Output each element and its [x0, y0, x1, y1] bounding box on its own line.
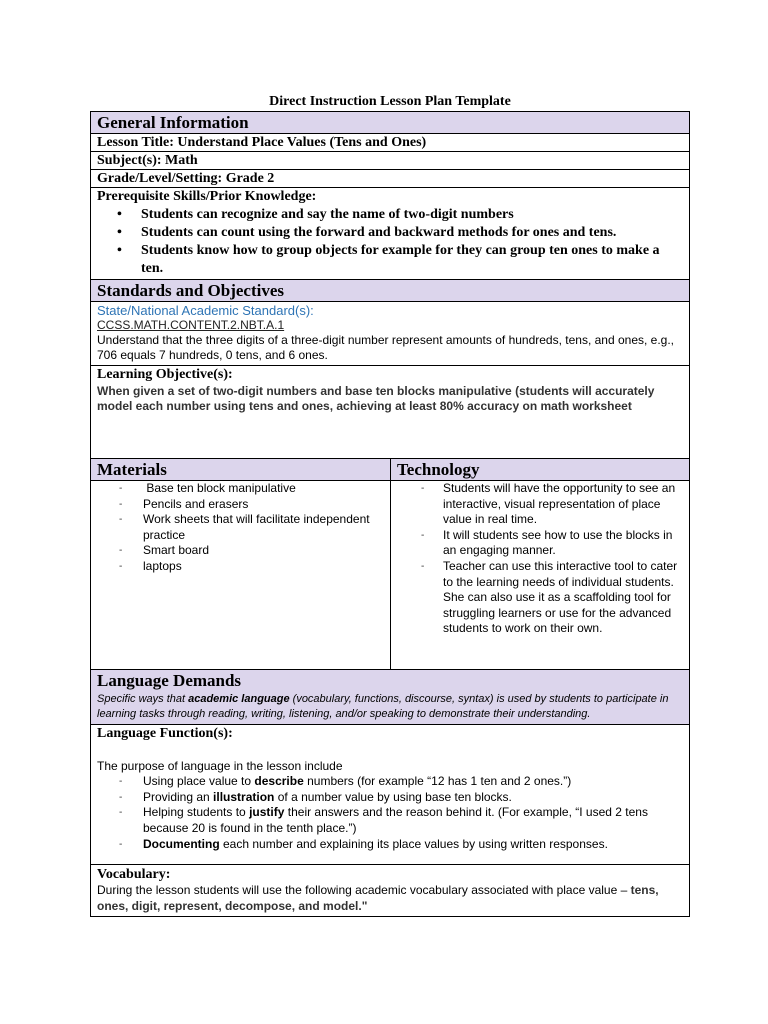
learning-objective-text: When given a set of two-digit numbers and base ten blocks manipulative (students will accurately model each number using tens and ones, achieving at least 80% accuracy on math worksheet	[97, 384, 655, 413]
list-item	[119, 481, 390, 497]
list-item	[421, 558, 685, 637]
dash-icon: -	[119, 838, 123, 850]
vocabulary-terms: tens, ones, digit, represent, decompose, and model."	[97, 883, 659, 913]
description-text: Specific ways that	[97, 693, 189, 705]
list-item	[117, 206, 683, 224]
list-item	[119, 512, 390, 543]
prerequisite-section	[91, 188, 689, 280]
standard-label: State/National Academic Standard(s):	[97, 303, 314, 318]
list-item	[421, 527, 685, 559]
list-item-text: It will students see how to use the blocks in an engaging manner.	[443, 527, 673, 558]
materials-list	[91, 481, 390, 575]
language-demands-description	[97, 692, 683, 722]
subjects-row: Subject(s): Math	[91, 152, 689, 170]
dash-icon: -	[421, 483, 425, 494]
dash-icon: -	[119, 498, 123, 510]
language-purpose-text: The purpose of language in the lesson include	[97, 758, 343, 773]
list-item	[117, 224, 683, 242]
bullet-icon: •	[117, 225, 122, 240]
materials-header: Materials	[91, 459, 390, 481]
standards-header: Standards and Objectives	[91, 280, 689, 302]
bullet-icon: •	[117, 207, 122, 222]
vocabulary-label: Vocabulary:	[97, 867, 171, 882]
vocabulary-body: During the lesson students will use the following academic vocabulary associated with place value –	[97, 883, 631, 897]
list-item	[119, 543, 390, 559]
bullet-icon: •	[117, 243, 122, 258]
dash-icon: -	[119, 560, 123, 572]
list-item	[421, 481, 685, 528]
dash-icon: -	[421, 529, 425, 541]
list-item	[119, 805, 683, 836]
dash-icon: -	[119, 807, 123, 819]
technology-column	[391, 459, 689, 669]
language-demands-header: Language Demands	[97, 671, 242, 690]
grade-row: Grade/Level/Setting: Grade 2	[91, 170, 689, 188]
list-item-text: Students will have the opportunity to see an interactive, visual representation of place value in real time.	[443, 481, 676, 527]
standard-text: Understand that the three digits of a three-digit number represent amounts of hundreds, tens, and ones, e.g., 706 equals 7 hundreds, 0 tens, and 6 ones.	[97, 333, 675, 362]
list-item-text: Pencils and erasers	[143, 496, 249, 511]
list-item-text: each number and explaining its place values by using written responses.	[219, 836, 608, 851]
document-title: Direct Instruction Lesson Plan Template	[269, 94, 511, 109]
materials-column	[91, 459, 391, 669]
description-text: (vocabulary, functions, discourse, syntax) is used by students to participate in learning tasks through reading, writing, listening, and/or speaking to demonstrate their understanding.	[97, 693, 669, 720]
list-item-bold-text: describe	[254, 774, 304, 789]
language-function-label: Language Function(s):	[97, 726, 233, 741]
list-item-text: Students know how to group objects for example for they can group ten ones to make a ten.	[141, 243, 660, 276]
list-item-text: their answers and the reason behind it. (For example, “I used 2 tens because 20 is found in the tenth place.”)	[143, 805, 648, 835]
list-item-text: of a number value by using base ten blocks.	[274, 789, 512, 804]
materials-technology-row	[91, 459, 689, 670]
language-function-list	[97, 774, 683, 852]
list-item-text: numbers (for example “12 has 1 ten and 2 ones.”)	[303, 774, 572, 789]
prerequisite-list	[97, 206, 683, 278]
list-item-text: Base ten block manipulative	[143, 481, 296, 495]
list-item-bold-text: justify	[249, 805, 285, 820]
technology-header: Technology	[391, 459, 689, 481]
dash-icon: -	[119, 791, 123, 803]
general-information-header: General Information	[91, 112, 689, 134]
lesson-title-row: Lesson Title: Understand Place Values (Tens and Ones)	[91, 134, 689, 152]
list-item	[119, 774, 683, 790]
learning-objective-label: Learning Objective(s):	[97, 367, 233, 382]
dash-icon: -	[421, 560, 425, 572]
spacer	[97, 743, 683, 759]
language-function-section	[91, 725, 689, 865]
lesson-plan-table	[90, 111, 690, 917]
list-item	[117, 242, 683, 278]
list-item-text: Students can recognize and say the name of two-digit numbers	[141, 207, 514, 222]
dash-icon: -	[119, 483, 123, 494]
prerequisite-label: Prerequisite Skills/Prior Knowledge:	[97, 189, 317, 204]
list-item-text: Work sheets that will facilitate independent practice	[143, 512, 370, 542]
list-item	[119, 789, 683, 806]
dash-icon: -	[119, 776, 123, 788]
list-item-text: Smart board	[143, 543, 210, 558]
dash-icon: -	[119, 514, 123, 526]
list-item-text: Helping students to	[143, 805, 250, 820]
list-item-text: Using place value to	[143, 774, 255, 789]
list-item	[119, 558, 390, 575]
vocabulary-text	[97, 883, 683, 914]
list-item-text: Teacher can use this interactive tool to cater to the learning needs of individual students. She can also use it as a scaffolding tool for struggling learners or use for the advanced students to work on their own.	[443, 558, 678, 636]
technology-list	[391, 481, 689, 637]
standard-code-link[interactable]: CCSS.MATH.CONTENT.2.NBT.A.1	[97, 318, 285, 332]
list-item-bold-text: illustration	[213, 789, 275, 804]
list-item-text: Providing an	[143, 789, 214, 804]
language-demands-header-section	[91, 670, 689, 725]
vocabulary-section	[91, 865, 689, 916]
list-item-text: laptops	[143, 558, 182, 573]
list-item-bold-text: Documenting	[143, 836, 220, 851]
list-item-text: Students can count using the forward and backward methods for ones and tens.	[141, 225, 617, 240]
description-bold-text: academic language	[188, 693, 290, 705]
dash-icon: -	[119, 545, 123, 557]
list-item	[119, 836, 683, 853]
learning-objective-section	[91, 366, 689, 459]
standards-section	[91, 302, 689, 366]
list-item	[119, 496, 390, 513]
